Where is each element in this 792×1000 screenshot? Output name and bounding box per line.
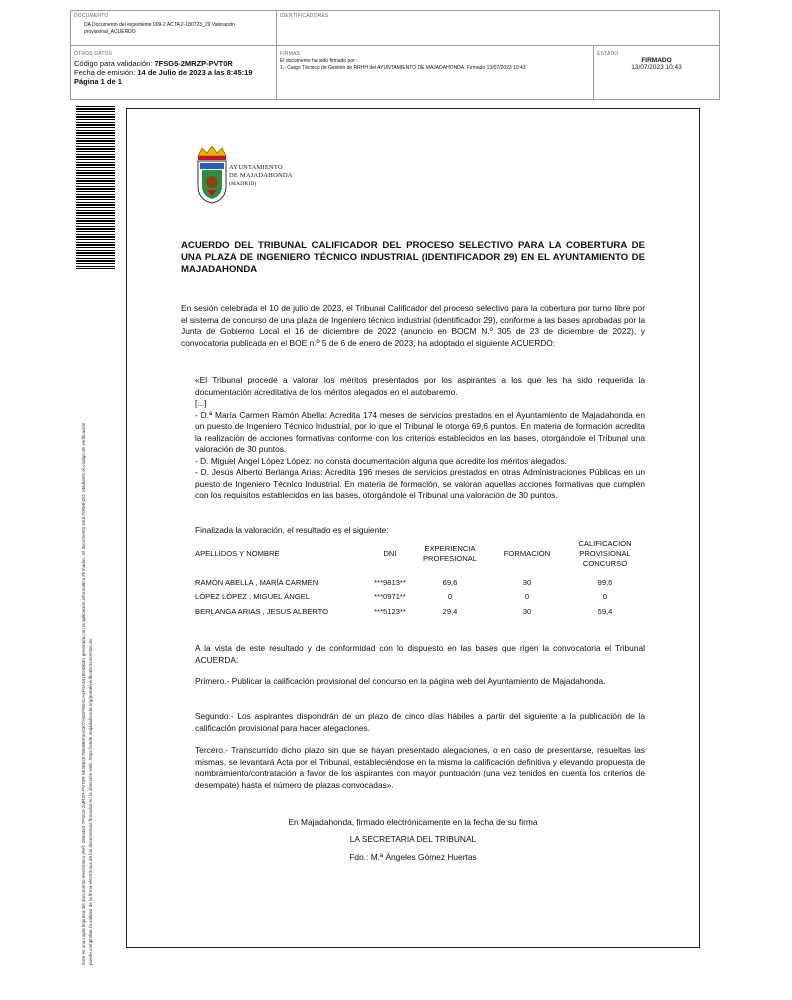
estado-value: FIRMADO [641, 57, 672, 64]
table-row [195, 592, 645, 604]
table-row [195, 607, 645, 619]
table-header [195, 537, 645, 573]
header-cal-2: PROVISIONAL [579, 549, 631, 558]
acuerdo-quote [195, 375, 645, 502]
after-tercero: Tercero.- Transcurrido dicho plazo sin que se hayan presentado alegaciones, o en caso de presentarse, resueltas las mismas, se levantará Acta por el Tribunal, estableciéndose en la misma la calificación definitiva y elevando propuesta de nombramiento/contratación a favor de los aspirantes con mayor puntuación (una vez tenidos en cuenta los criterios de desempate) hasta el número de plazas convocadas». [195, 745, 645, 790]
row-form: 0 [524, 592, 530, 601]
row-name: LÓPEZ LÓPEZ , MIGUEL ÁNGEL [195, 592, 310, 601]
row-name: BERLANGA ARIAS , JESUS ALBERTO [195, 607, 329, 616]
closing-line-2: LA SECRETARIA DEL TRIBUNAL [349, 834, 477, 844]
quote-p4: - D. Miguel Ángel López López: no consta documentación alguna que acredite los méritos alegados. [195, 455, 567, 466]
row-cal: 0 [602, 592, 608, 601]
header-cal-1: CALIFICACIÓN [578, 539, 632, 548]
row-cal: 59,4 [597, 607, 613, 616]
barcode [76, 106, 115, 269]
logo-line-1: AYUNTAMIENTO [229, 164, 283, 171]
table-row [195, 578, 645, 590]
intro-paragraph: En sesión celebrada el 10 de julio de 2023, el Tribunal Calificador del proceso selectivo para la cobertura por turno libre por el sistema de concurso de una plaza de Ingeniero técnico industrial (identificador 29), conforme a las bases aprobadas por la Junta de Gobierno Local el 16 de diciembre de 2022 (anuncio en BOCM N.º 305 de 23 de diciembre de 2022), y convocatoria publicada en el BOE n.º 5 de 6 de enero de 2023, ha adoptado el siguiente ACUERDO: [181, 303, 645, 348]
header-cal-3: CONCURSO [582, 559, 628, 568]
codigo-validacion: 7FSG5-2MRZP-PVT0R [154, 59, 233, 68]
row-form: 30 [522, 578, 532, 587]
firmas-label: FIRMAS [280, 51, 301, 57]
fecha-emision: 14 de Julio de 2023 a las 8:45:19 [137, 68, 253, 77]
side-verification-text-1: Este es una copia impresa del documento electrónico (Ref: 2853453 7FSG5-2MRZP-PVT0R 5E2862E7894B6F3A0307A6DFEE4CA4F0A3418D4B5E) generada con la aplicación informática Firmadoc. El documento está FIRMADO. Mediante el código de verificación [81, 422, 86, 965]
documento-label: DOCUMENTO [74, 13, 109, 19]
quote-p5: - D. Jesús Alberto Berlanga Arias: Acredita 196 meses de servicios prestados en otras Administraciones Públicas en un puesto de Ingeniero Técnico Industrial. En materia de formación, se valoran aquellas acciones formativas que cumplen con los requisitos establecidos en las bases, otorgándole el Tribunal una valoración de 30 puntos. [195, 467, 645, 500]
row-dni: ***9813** [374, 578, 406, 587]
firmas-line-2: 1.- Cargo Técnico de Gestión de RRHH del AYUNTAMIENTO DE MAJADAHONDA. Firmado 13/07/2023 10:43 [280, 65, 526, 71]
identificadores-label: IDENTIFICADORES [280, 13, 329, 19]
document-title: ACUERDO DEL TRIBUNAL CALIFICADOR DEL PROCESO SELECTIVO PARA LA COBERTURA DE UNA PLAZA DE INGENIERO TÉCNICO INDUSTRIAL (IDENTIFICADOR 29) EN EL AYUNTAMIENTO DE MAJADAHONDA [181, 240, 645, 275]
row-form: 30 [522, 607, 532, 616]
coat-of-arms-icon [194, 146, 230, 204]
fecha-label: Fecha de emisión: [74, 68, 136, 77]
closing-signature: Fdo.: M.ª Ángeles Gómez Huertas [349, 852, 477, 862]
side-verification-text-2: puede comprobar la validez de la firma electrónica de los documentos firmados en la dirección web: https://sede.majadahonda.org/portal/verificaDocumentos.do [88, 638, 93, 965]
row-name: RAMÓN ABELLA , MARÍA CARMEN [195, 578, 319, 587]
header-exp-1: EXPERIENCIA [424, 544, 476, 553]
pagina: Página 1 de 1 [74, 77, 122, 86]
row-exp: 69,6 [442, 578, 458, 587]
row-dni: ***5123** [374, 607, 406, 616]
firmas-line-1: El documento ha sido firmado por : [280, 58, 358, 64]
after-segundo: Segundo.- Los aspirantes dispondrán de un plazo de cinco días hábiles a partir del siguiente a la publicación de la calificación provisional para hacer alegaciones. [195, 711, 645, 733]
quote-p6: Finalizada la valoración, el resultado es el siguiente: [195, 525, 389, 535]
after-primero: Primero.- Publicar la calificación provisional del concurso en la página web del Ayuntamiento de Majadahonda. [195, 676, 606, 686]
row-exp: 0 [447, 592, 453, 601]
closing-line-1: En Majadahonda, firmado electrónicamente en la fecha de su firma [288, 817, 538, 827]
logo-line-2: DE MAJADAHONDA [229, 172, 293, 179]
after-p1: A la vista de este resultado y de conformidad con lo dispuesto en las bases que rigen la convocatoria el Tribunal ACUERDA: [195, 643, 645, 665]
estado-date: 13/07/2023 10:43 [631, 64, 682, 71]
quote-p2: [...] [195, 398, 207, 408]
quote-p1: «El Tribunal procede a valorar los méritos presentados por los aspirantes a los que les ha sido requerida la documentación acreditativa de los méritos alegados en el autobaremo. [195, 375, 645, 397]
header-formacion: FORMACIÓN [503, 549, 551, 558]
otros-datos-label: OTROS DATOS [74, 51, 113, 57]
row-dni: ***0971** [374, 592, 406, 601]
estado-label: ESTADO [597, 51, 619, 57]
header-name: APELLIDOS Y NOMBRE [195, 549, 280, 558]
documento-value: DA Documento del expediente 009-2 ACTA 2-180723_29 Valoración provisional_ACUERDO [84, 22, 236, 35]
header-exp-2: PROFESIONAL [422, 554, 477, 563]
codigo-label: Código para validación: [74, 59, 153, 68]
quote-p3: - D.ª María Carmen Ramón Abella: Acredita 174 meses de servicios prestados en el Ayuntamiento de Majadahonda en un puesto de Ingeniero Técnico Industrial, por lo que el Tribunal le otorga 69,6 puntos. En materia de formación acredita la realización de acciones formativas conforme con los criterios establecidos en las bases, otorgándole el Tribunal una valoración de 30 puntos. [195, 409, 645, 454]
header-dni: DNI [383, 549, 397, 558]
row-exp: 29,4 [442, 607, 458, 616]
signature-header [70, 10, 720, 100]
row-cal: 99,6 [597, 578, 613, 587]
logo-line-3: (MADRID) [229, 181, 257, 187]
ayuntamiento-logo-text [229, 164, 293, 188]
